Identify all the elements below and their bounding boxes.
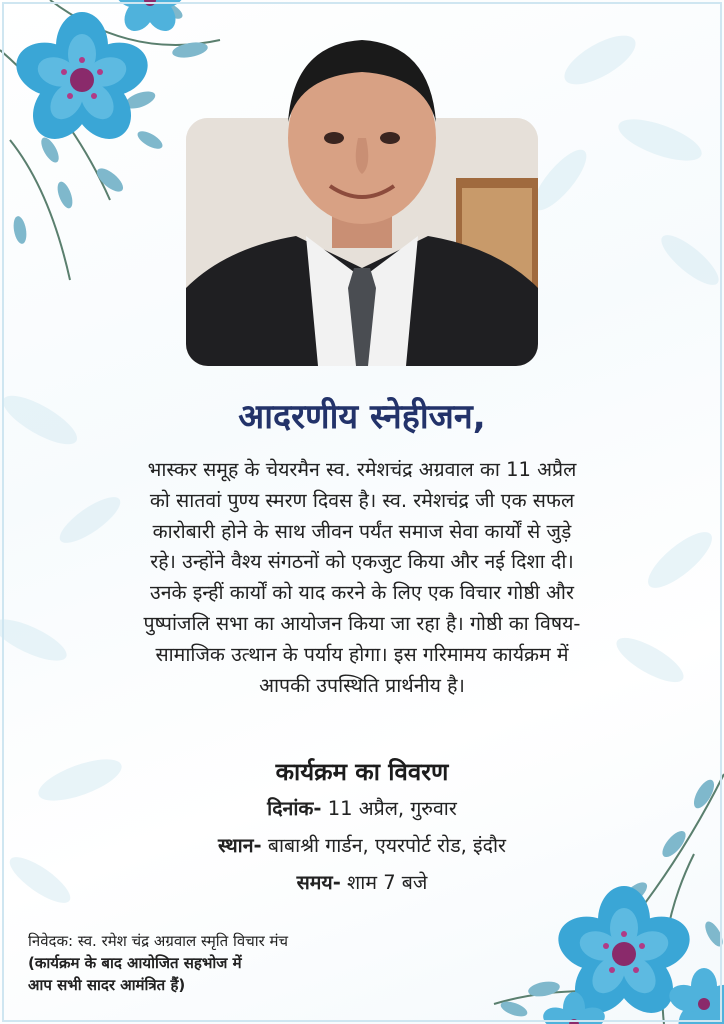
body-line: भास्कर समूह के चेयरमैन स्व. रमेशचंद्र अग्रवाल का 11 अप्रैल [147, 458, 577, 481]
invitation-body [70, 455, 654, 701]
event-time-value: शाम 7 बजे [340, 871, 428, 894]
dinner-note-line2: आप सभी सादर आमंत्रित हैं) [28, 976, 186, 994]
dinner-note-line1: (कार्यक्रम के बाद आयोजित सहभोज में [28, 954, 242, 972]
event-date-label: दिनांक- [267, 797, 322, 820]
body-line: पुष्पांजलि सभा का आयोजन किया जा रहा है। गोष्ठी का विषय- [143, 611, 581, 635]
event-date-row [0, 794, 724, 821]
event-place-label: स्थान- [218, 834, 262, 857]
event-time-label: समय- [296, 871, 341, 894]
footer [28, 930, 408, 996]
requester-text: निवेदक: स्व. रमेश चंद्र अग्रवाल स्मृति विचार मंच [28, 932, 289, 950]
body-line: उनके इन्हीं कार्यों को याद करने के लिए एक विचार गोष्ठी और [150, 581, 574, 605]
body-line: को सातवां पुण्य स्मरण दिवस है। स्व. रमेशचंद्र जी एक सफल [149, 488, 575, 512]
body-line: रहे। उन्होंने वैश्य संगठनों को एकजुट किया और नई दिशा दी। [150, 550, 574, 574]
event-place-value: बाबाश्री गार्डन, एयरपोर्ट रोड, इंदौर [261, 834, 506, 857]
body-line: सामाजिक उत्थान के पर्याय होगा। इस गरिमामय कार्यक्रम में [155, 642, 569, 666]
event-date-value: 11 अप्रैल, गुरुवार [321, 797, 457, 820]
event-time-row [0, 868, 724, 895]
greeting-heading: आदरणीय स्नेहीजन, [238, 397, 486, 437]
event-place-row [0, 831, 724, 858]
body-line: आपकी उपस्थिति प्रार्थनीय है। [259, 673, 465, 697]
portrait-face-icon [274, 26, 450, 236]
event-details-heading: कार्यक्रम का विवरण [275, 758, 449, 786]
body-line: कारोबारी होने के साथ जीवन पर्यंत समाज सेवा कार्यों से जुड़े [152, 519, 572, 543]
